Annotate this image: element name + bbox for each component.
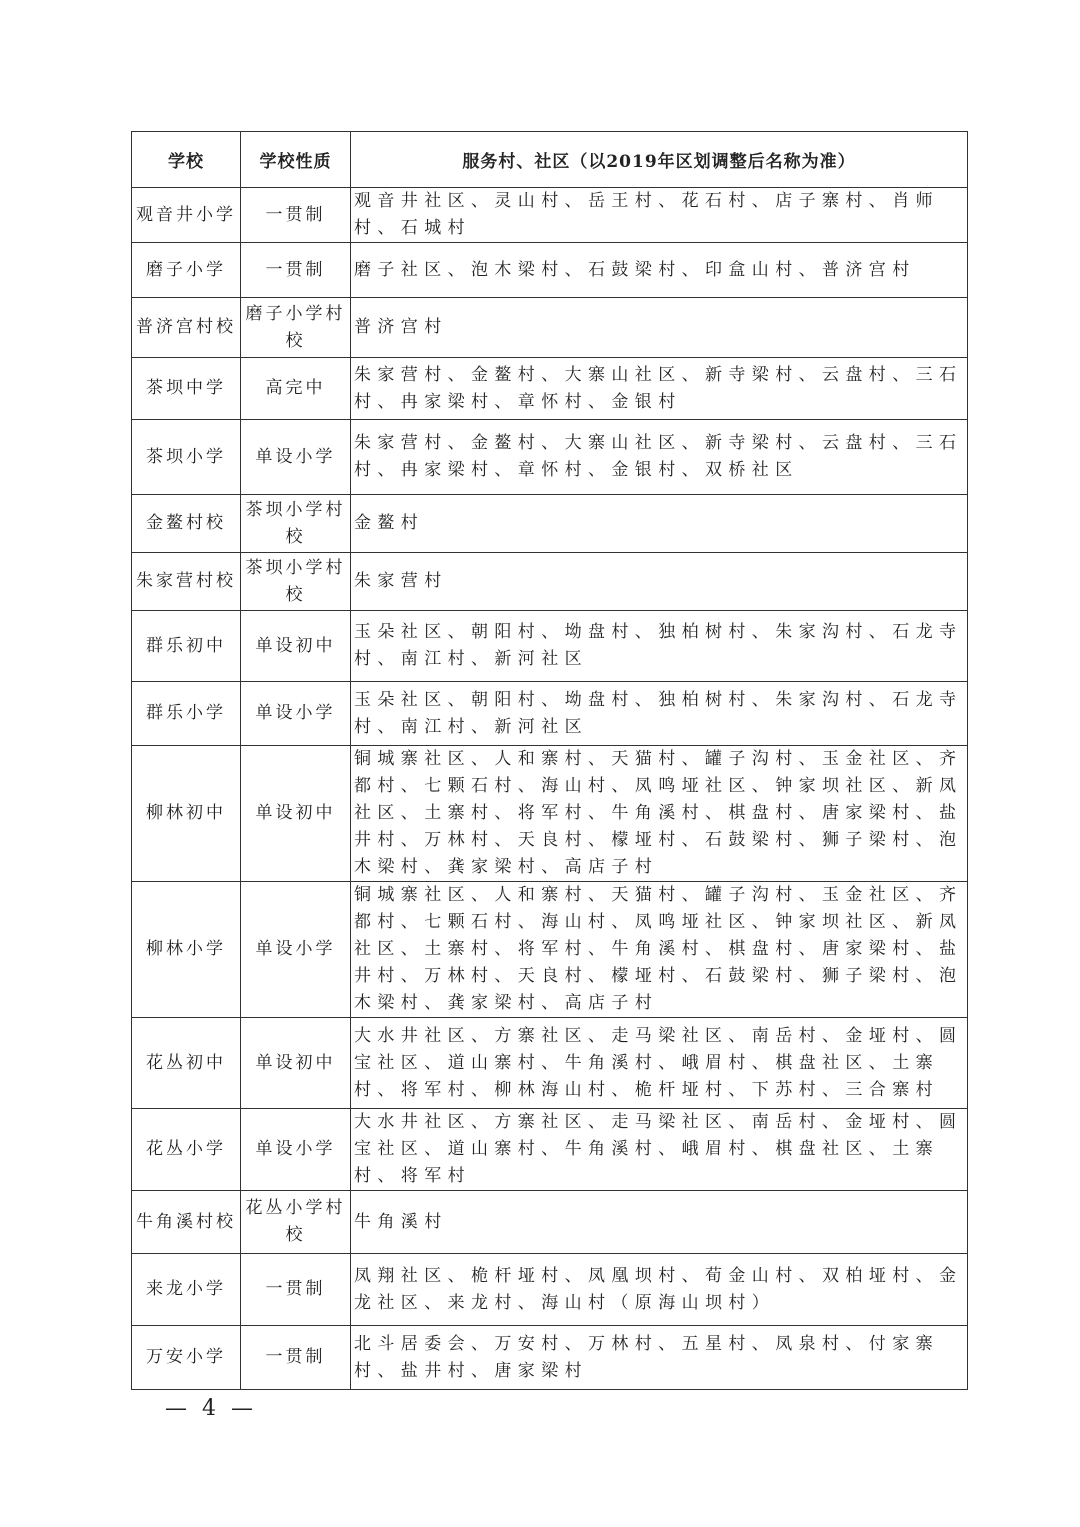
school-nature: 单设初中 <box>241 611 351 682</box>
table-row <box>132 1018 968 1109</box>
school-name: 花丛小学 <box>132 1109 241 1191</box>
table-row <box>132 298 968 358</box>
table-row <box>132 882 968 1018</box>
table-row <box>132 553 968 611</box>
service-area: 大水井社区、方寨社区、走马梁社区、南岳村、金垭村、圆宝社区、道山寨村、牛角溪村、峨眉村、棋盘社区、土寨村、将军村 <box>351 1109 968 1191</box>
table-row <box>132 682 968 746</box>
table-row <box>132 358 968 420</box>
service-area: 凤翔社区、桅杆垭村、凤凰坝村、荀金山村、双柏垭村、金龙社区、来龙村、海山村（原海山坝村） <box>351 1254 968 1326</box>
school-nature: 单设小学 <box>241 1109 351 1191</box>
school-nature: 茶坝小学村校 <box>241 495 351 553</box>
table-row <box>132 495 968 553</box>
service-area: 铜城寨社区、人和寨村、天猫村、罐子沟村、玉金社区、齐都村、七颗石村、海山村、凤鸣垭社区、钟家坝社区、新凤社区、土寨村、将军村、牛角溪村、棋盘村、唐家梁村、盐井村、万林村、天良村、檬垭村、石鼓梁村、狮子梁村、泡木梁村、龚家梁村、高店子村 <box>351 882 968 1018</box>
table-header-row <box>132 132 968 188</box>
service-area: 牛角溪村 <box>351 1191 968 1254</box>
school-name: 花丛初中 <box>132 1018 241 1109</box>
school-name: 群乐小学 <box>132 682 241 746</box>
school-name: 茶坝中学 <box>132 358 241 420</box>
header-service-area: 服务村、社区（以2019年区划调整后名称为准） <box>351 132 968 188</box>
service-area: 金鳌村 <box>351 495 968 553</box>
school-name: 群乐初中 <box>132 611 241 682</box>
service-area: 朱家营村、金鳌村、大寨山社区、新寺梁村、云盘村、三石村、冉家梁村、章怀村、金银村、双桥社区 <box>351 420 968 495</box>
page-number: — 4 — <box>165 1396 257 1421</box>
table-row <box>132 243 968 298</box>
service-area: 玉朵社区、朝阳村、坳盘村、独柏树村、朱家沟村、石龙寺村、南江村、新河社区 <box>351 682 968 746</box>
table-row <box>132 1254 968 1326</box>
school-nature: 单设小学 <box>241 682 351 746</box>
school-nature: 花丛小学村校 <box>241 1191 351 1254</box>
school-nature: 高完中 <box>241 358 351 420</box>
header-nature: 学校性质 <box>241 132 351 188</box>
table-row <box>132 1109 968 1191</box>
school-name: 磨子小学 <box>132 243 241 298</box>
school-name: 普济宫村校 <box>132 298 241 358</box>
table-row <box>132 1191 968 1254</box>
header-school: 学校 <box>132 132 241 188</box>
table-row <box>132 188 968 243</box>
school-name: 万安小学 <box>132 1326 241 1390</box>
school-nature: 单设初中 <box>241 1018 351 1109</box>
school-service-area-table <box>131 131 968 1390</box>
table-row <box>132 1326 968 1390</box>
school-nature: 单设小学 <box>241 420 351 495</box>
service-area: 朱家营村 <box>351 553 968 611</box>
school-nature: 单设小学 <box>241 882 351 1018</box>
school-nature: 磨子小学村校 <box>241 298 351 358</box>
table-row <box>132 746 968 882</box>
service-area: 磨子社区、泡木梁村、石鼓梁村、印盒山村、普济宫村 <box>351 243 968 298</box>
service-area: 玉朵社区、朝阳村、坳盘村、独柏树村、朱家沟村、石龙寺村、南江村、新河社区 <box>351 611 968 682</box>
school-nature: 一贯制 <box>241 243 351 298</box>
service-area: 普济宫村 <box>351 298 968 358</box>
school-name: 朱家营村校 <box>132 553 241 611</box>
school-name: 观音井小学 <box>132 188 241 243</box>
school-nature: 一贯制 <box>241 188 351 243</box>
school-name: 牛角溪村校 <box>132 1191 241 1254</box>
school-name: 柳林初中 <box>132 746 241 882</box>
table-row <box>132 611 968 682</box>
service-area: 北斗居委会、万安村、万林村、五星村、凤泉村、付家寨村、盐井村、唐家梁村 <box>351 1326 968 1390</box>
school-nature: 茶坝小学村校 <box>241 553 351 611</box>
service-area: 大水井社区、方寨社区、走马梁社区、南岳村、金垭村、圆宝社区、道山寨村、牛角溪村、峨眉村、棋盘社区、土寨村、将军村、柳林海山村、桅杆垭村、下苏村、三合寨村 <box>351 1018 968 1109</box>
school-name: 柳林小学 <box>132 882 241 1018</box>
school-nature: 一贯制 <box>241 1254 351 1326</box>
service-area: 朱家营村、金鳌村、大寨山社区、新寺梁村、云盘村、三石村、冉家梁村、章怀村、金银村 <box>351 358 968 420</box>
service-area: 观音井社区、灵山村、岳王村、花石村、店子寨村、肖师村、石城村 <box>351 188 968 243</box>
school-name: 来龙小学 <box>132 1254 241 1326</box>
table-row <box>132 420 968 495</box>
service-area: 铜城寨社区、人和寨村、天猫村、罐子沟村、玉金社区、齐都村、七颗石村、海山村、凤鸣垭社区、钟家坝社区、新凤社区、土寨村、将军村、牛角溪村、棋盘村、唐家梁村、盐井村、万林村、天良村、檬垭村、石鼓梁村、狮子梁村、泡木梁村、龚家梁村、高店子村 <box>351 746 968 882</box>
school-name: 金鳌村校 <box>132 495 241 553</box>
school-nature: 单设初中 <box>241 746 351 882</box>
school-nature: 一贯制 <box>241 1326 351 1390</box>
school-name: 茶坝小学 <box>132 420 241 495</box>
